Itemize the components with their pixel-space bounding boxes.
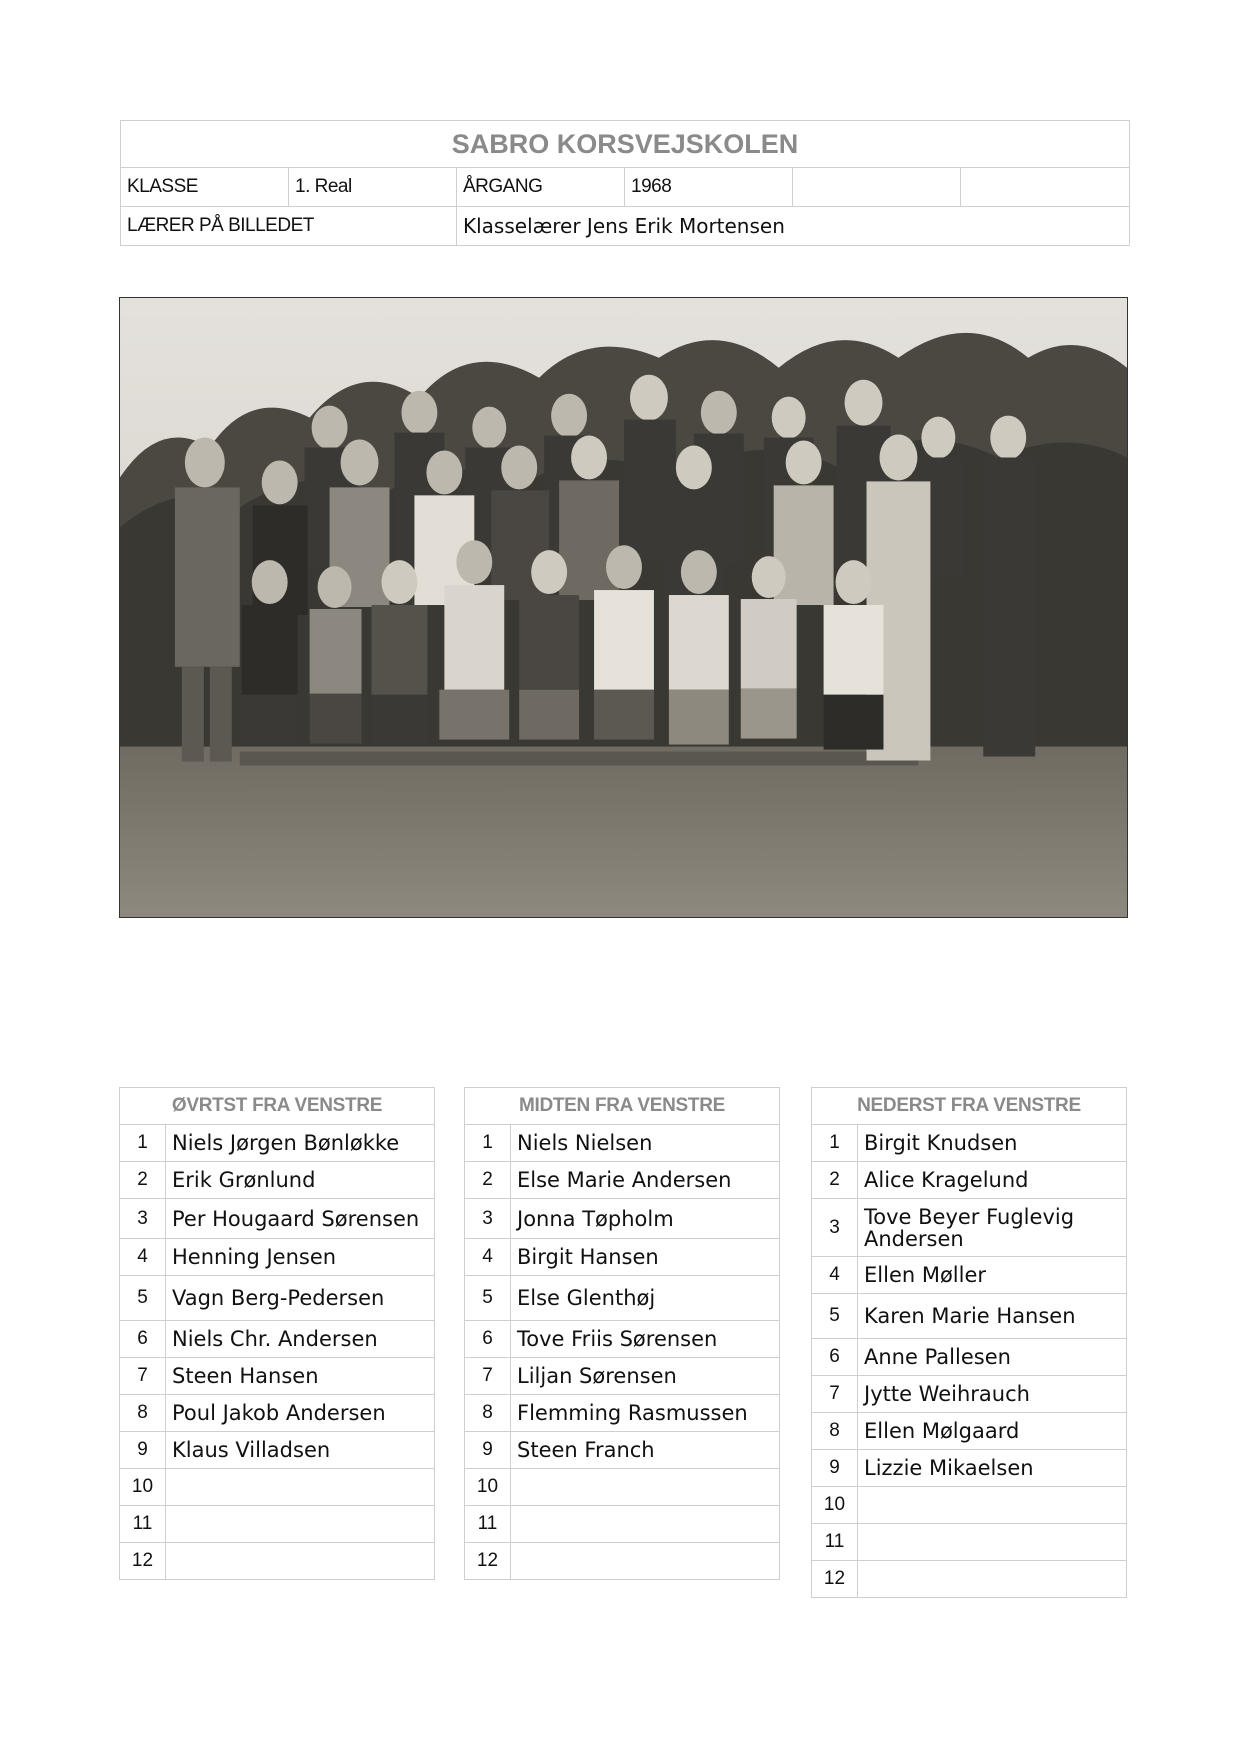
names-table-top-row xyxy=(119,1087,435,1580)
student-name: Karen Marie Hansen xyxy=(858,1294,1127,1339)
student-name: Poul Jakob Andersen xyxy=(166,1395,435,1432)
student-name: Tove Friis Sørensen xyxy=(511,1321,780,1358)
student-name xyxy=(511,1506,780,1543)
row-number: 3 xyxy=(120,1199,166,1239)
teacher-label: LÆRER PÅ BILLEDET xyxy=(121,207,457,246)
row-number: 5 xyxy=(812,1294,858,1339)
row-number: 5 xyxy=(120,1276,166,1321)
row-number: 6 xyxy=(465,1321,511,1358)
row-number: 7 xyxy=(120,1358,166,1395)
student-name: Lizzie Mikaelsen xyxy=(858,1450,1127,1487)
student-name: Ellen Mølgaard xyxy=(858,1413,1127,1450)
student-name xyxy=(858,1487,1127,1524)
row-number: 1 xyxy=(812,1125,858,1162)
aargang-label: ÅRGANG xyxy=(457,168,625,207)
row-number: 9 xyxy=(120,1432,166,1469)
header-table xyxy=(120,120,1130,246)
row-number: 12 xyxy=(465,1543,511,1580)
student-name xyxy=(166,1543,435,1580)
class-photo xyxy=(119,297,1128,918)
student-name: Else Glenthøj xyxy=(511,1276,780,1321)
row-number: 3 xyxy=(465,1199,511,1239)
klasse-value: 1. Real xyxy=(289,168,457,207)
column-title: NEDERST FRA VENSTRE xyxy=(812,1088,1127,1125)
student-name: Jytte Weihrauch xyxy=(858,1376,1127,1413)
student-name xyxy=(511,1543,780,1580)
aargang-value: 1968 xyxy=(625,168,793,207)
student-name: Alice Kragelund xyxy=(858,1162,1127,1199)
student-name: Else Marie Andersen xyxy=(511,1162,780,1199)
student-name: Liljan Sørensen xyxy=(511,1358,780,1395)
row-number: 1 xyxy=(465,1125,511,1162)
school-title: SABRO KORSVEJSKOLEN xyxy=(121,121,1130,168)
row-number: 3 xyxy=(812,1199,858,1257)
teacher-value: Klasselærer Jens Erik Mortensen xyxy=(457,207,1130,246)
student-name: Anne Pallesen xyxy=(858,1339,1127,1376)
row-number: 10 xyxy=(465,1469,511,1506)
student-name: Niels Nielsen xyxy=(511,1125,780,1162)
row-number: 11 xyxy=(120,1506,166,1543)
row-number: 2 xyxy=(812,1162,858,1199)
row-number: 12 xyxy=(120,1543,166,1580)
column-title: ØVRTST FRA VENSTRE xyxy=(120,1088,435,1125)
row-number: 4 xyxy=(812,1257,858,1294)
column-title: MIDTEN FRA VENSTRE xyxy=(465,1088,780,1125)
student-name xyxy=(858,1524,1127,1561)
student-name xyxy=(511,1469,780,1506)
empty-cell xyxy=(793,168,961,207)
student-name: Henning Jensen xyxy=(166,1239,435,1276)
row-number: 2 xyxy=(465,1162,511,1199)
row-number: 8 xyxy=(120,1395,166,1432)
student-name: Per Hougaard Sørensen xyxy=(166,1199,435,1239)
row-number: 8 xyxy=(812,1413,858,1450)
names-table-bottom-row xyxy=(811,1087,1127,1598)
row-number: 7 xyxy=(812,1376,858,1413)
row-number: 7 xyxy=(465,1358,511,1395)
row-number: 11 xyxy=(812,1524,858,1561)
student-name: Birgit Hansen xyxy=(511,1239,780,1276)
student-name xyxy=(166,1469,435,1506)
student-name: Niels Chr. Andersen xyxy=(166,1321,435,1358)
student-name: Niels Jørgen Bønløkke xyxy=(166,1125,435,1162)
student-name xyxy=(858,1561,1127,1598)
student-name: Vagn Berg-Pedersen xyxy=(166,1276,435,1321)
student-name: Steen Hansen xyxy=(166,1358,435,1395)
row-number: 2 xyxy=(120,1162,166,1199)
row-number: 4 xyxy=(465,1239,511,1276)
student-name xyxy=(166,1506,435,1543)
row-number: 12 xyxy=(812,1561,858,1598)
student-name: Birgit Knudsen xyxy=(858,1125,1127,1162)
student-name: Erik Grønlund xyxy=(166,1162,435,1199)
row-number: 6 xyxy=(120,1321,166,1358)
row-number: 9 xyxy=(812,1450,858,1487)
row-number: 10 xyxy=(812,1487,858,1524)
row-number: 1 xyxy=(120,1125,166,1162)
row-number: 10 xyxy=(120,1469,166,1506)
student-name: Flemming Rasmussen xyxy=(511,1395,780,1432)
student-name: Tove Beyer Fuglevig Andersen xyxy=(858,1199,1127,1257)
class-photo-image xyxy=(120,298,1127,917)
row-number: 8 xyxy=(465,1395,511,1432)
row-number: 4 xyxy=(120,1239,166,1276)
student-name: Klaus Villadsen xyxy=(166,1432,435,1469)
row-number: 11 xyxy=(465,1506,511,1543)
row-number: 5 xyxy=(465,1276,511,1321)
student-name: Ellen Møller xyxy=(858,1257,1127,1294)
names-table-middle-row xyxy=(464,1087,780,1580)
student-name: Jonna Tøpholm xyxy=(511,1199,780,1239)
row-number: 9 xyxy=(465,1432,511,1469)
empty-cell xyxy=(961,168,1130,207)
student-name: Steen Franch xyxy=(511,1432,780,1469)
klasse-label: KLASSE xyxy=(121,168,289,207)
row-number: 6 xyxy=(812,1339,858,1376)
